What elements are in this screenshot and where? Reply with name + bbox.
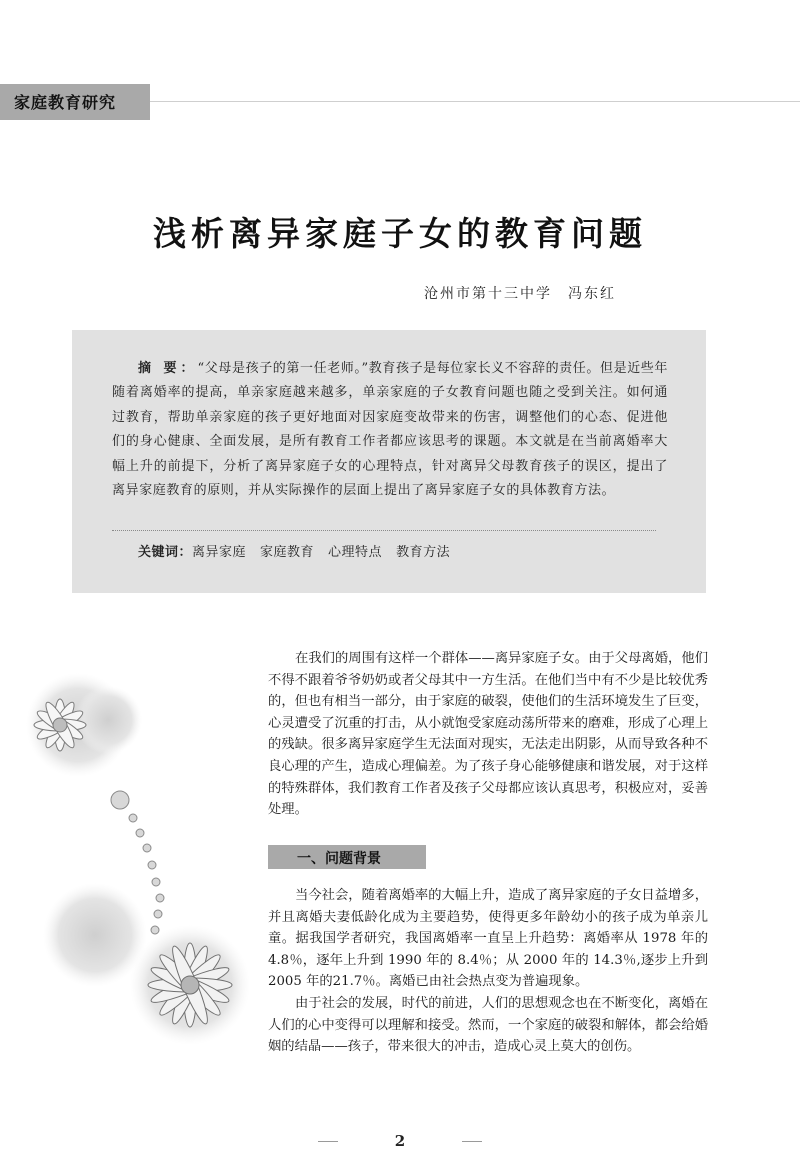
section-heading: 一、问题背景 — [297, 851, 381, 867]
author-name: 冯东红 — [568, 286, 616, 302]
abstract-divider — [112, 530, 656, 531]
paragraph: 由于社会的发展，时代的前进，人们的思想观念也在不断变化，离婚在人们的心中变得可以理解和接受。然而，一个家庭的破裂和解体，都会给婚姻的结晶——孩子，带来很大的冲击，造成心灵上莫大的创伤。 — [268, 995, 708, 1055]
author-affiliation: 沧州市第十三中学 — [424, 286, 552, 302]
header-rule — [150, 101, 800, 102]
body-intro — [268, 648, 708, 821]
keywords-label: 关键词： — [138, 545, 193, 560]
keyword: 教育方法 — [396, 545, 451, 560]
paragraph: 在我们的周围有这样一个群体——离异家庭子女。由于父母离婚，他们不得不跟着爷爷奶奶或者父母其中一方生活。在他们当中有不少是比较优秀的，但也有相当一部分，由于家庭的破裂，使他们的生活环境发生了巨变，心灵遭受了沉重的打击，从小就饱受家庭动荡所带来的磨难，形成了心理上的残缺。很多离异家庭学生无法面对现实，无法走出阴影，从而导致各种不良心理的产生，造成心理偏差。为了孩子身心能够健康和谐发展，对于这样的特殊群体，我们教育工作者及孩子父母都应该认真思考，积极应对，妥善处理。 — [268, 651, 708, 818]
keyword: 家庭教育 — [260, 545, 315, 560]
abstract-label: 摘 要： — [138, 361, 198, 376]
flower-decoration-image — [0, 630, 260, 1090]
byline — [424, 283, 616, 303]
abstract — [112, 357, 668, 503]
keyword: 心理特点 — [328, 545, 383, 560]
keyword: 离异家庭 — [192, 545, 247, 560]
article-title: 浅析离异家庭子女的教育问题 — [153, 214, 647, 253]
keywords — [138, 541, 464, 560]
section-header-label: 家庭教育研究 — [14, 93, 117, 112]
paragraph: 当今社会，随着离婚率的大幅上升，造成了离异家庭的子女日益增多，并且离婚夫妻低龄化成为主要趋势，使得更多年龄幼小的孩子成为单亲儿童。据我国学者研究，我国离婚率一直呈上升趋势：离婚率从 1978 年的 4.8％，逐年上升到 1990 年的 8.4％；从 2000 年的 14.3％,逐步上升到2005 年的21.7％。离婚已由社会热点变为普遍现象。 — [268, 888, 708, 990]
abstract-text: “父母是孩子的第一任老师。”教育孩子是每位家长义不容辞的责任。但是近些年随着离婚率的提高，单亲家庭越来越多，单亲家庭的子女教育问题也随之受到关注。如何通过教育，帮助单亲家庭的孩子更好地面对因家庭变故带来的伤害，调整他们的心态、促进他们的身心健康、全面发展，是所有教育工作者都应该思考的课题。本文就是在当前离婚率大幅上升的前提下，分析了离异家庭子女的心理特点，针对离异父母教育孩子的误区，提出了离异家庭教育的原则，并从实际操作的层面上提出了离异家庭子女的具体教育方法。 — [112, 361, 668, 499]
page-number: 2 — [394, 1132, 406, 1150]
page-number-rule-right — [462, 1141, 482, 1142]
body-section-1 — [268, 885, 708, 1058]
